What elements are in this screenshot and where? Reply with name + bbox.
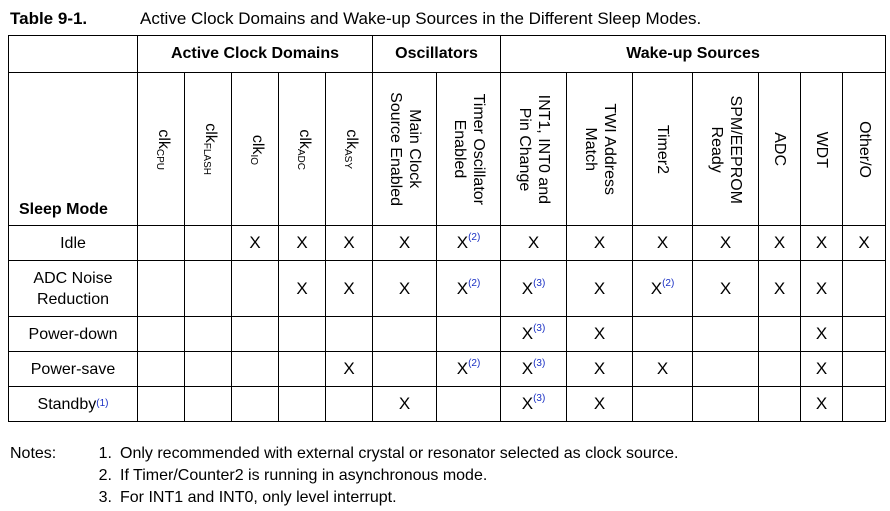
wakeup-column-header [693,73,759,226]
clock-base: clk [154,128,172,149]
clock-column-header [138,73,185,226]
table-head [9,36,886,226]
table-cell [501,387,567,422]
note-item [10,487,678,509]
notes-label [10,465,72,487]
table-cell [567,261,633,317]
clock-column-header [185,73,232,226]
note-item [10,465,678,487]
table-cell [501,261,567,317]
wakeup-header-label: INT1, INT0 and Pin Change [515,94,552,204]
table-cell [437,317,501,352]
group-active-clock-domains: Active Clock Domains [138,36,373,73]
table-cell [138,226,185,261]
table-cell [633,261,693,317]
wakeup-header-label: ADC [771,132,789,166]
active-mark: X [456,359,469,378]
rotated-wrap [279,73,325,225]
wakeup-column-header [501,73,567,226]
table-cell [843,226,886,261]
oscillator-header-label: Main Clock Source Enabled [386,92,423,206]
active-mark: X [521,394,534,413]
active-mark: X [593,359,606,378]
table-row [9,387,886,422]
active-mark: X [456,233,469,252]
table-cell [759,317,801,352]
rotated-wrap [326,73,372,225]
table-cell [843,261,886,317]
table-cell [232,261,279,317]
active-mark: X [398,233,411,252]
table-number: Table 9-1. [10,9,88,28]
sleep-mode-name: ADC Noise Reduction [33,269,113,308]
clock-column-header [326,73,373,226]
table-cell [693,352,759,387]
active-mark: X [656,233,669,252]
active-mark: X [719,233,732,252]
rotated-wrap [759,73,800,225]
table-cell [373,317,437,352]
active-mark: X [593,324,606,343]
note-number: 1. [98,445,112,462]
active-mark: X [593,394,606,413]
active-mark: X [815,359,828,378]
wakeup-column-header [759,73,801,226]
active-mark: X [521,278,534,298]
rotated-wrap [567,73,632,225]
table-row [9,352,886,387]
table-cell [185,317,232,352]
table-cell [185,387,232,422]
table-cell [437,352,501,387]
table-cell [326,352,373,387]
notes-section [10,443,678,509]
notes-label: Notes: [10,445,57,462]
active-mark: X [593,233,606,252]
sleep-modes-table [8,35,886,422]
corner-cell [9,36,138,73]
note-text: For INT1 and INT0, only level interrupt. [120,489,397,506]
sleep-mode-name: Power-down [28,325,118,343]
sleep-mode-cell [9,226,138,261]
clock-sub: FLASH [200,142,212,175]
note-number: 2. [98,467,112,484]
table-cell [437,261,501,317]
wakeup-header-label: SPM/EEPROM Ready [707,94,744,204]
rotated-wrap [693,73,758,225]
clock-header-label [337,129,360,169]
table-cell [801,226,843,261]
table-title: Active Clock Domains and Wake-up Sources in the Different Sleep Modes. [140,9,702,28]
table-cell [759,261,801,317]
table-cell [567,317,633,352]
table-cell [373,226,437,261]
rotated-wrap [843,73,885,225]
wakeup-header-label: TWI Address Match [581,103,618,195]
table-cell [693,317,759,352]
active-mark: X [719,278,732,298]
table-cell [759,387,801,422]
sleep-mode-cell [9,387,138,422]
wakeup-column-header [801,73,843,226]
table-cell [232,226,279,261]
rotated-wrap [501,73,566,225]
table-cell [185,261,232,317]
table-cell [693,387,759,422]
active-mark: X [398,278,411,298]
table-cell [693,261,759,317]
table-cell [843,317,886,352]
rotated-wrap [138,73,184,225]
wakeup-header-label: WDT [813,130,831,168]
table-cell [138,261,185,317]
table-cell [843,352,886,387]
footnote-ref: (2) [468,277,481,289]
active-mark: X [296,278,308,298]
oscillator-header-label: Timer Oscillator Enabled [450,93,487,205]
active-mark: X [815,394,828,413]
wakeup-column-header [567,73,633,226]
table-cell [843,387,886,422]
footnote-ref: (2) [468,232,481,243]
table-row [9,261,886,317]
active-mark: X [815,278,828,298]
table-cell [801,317,843,352]
table-caption [10,8,701,30]
active-mark: X [656,359,669,378]
table-cell [633,387,693,422]
active-mark: X [249,233,261,252]
clock-sub: IO [247,153,259,165]
table-cell [373,352,437,387]
active-mark: X [398,394,411,413]
note-text: Only recommended with external crystal or resonator selected as clock source. [120,445,679,462]
active-mark: X [456,278,469,298]
active-mark: X [650,278,663,298]
notes-label [10,487,72,509]
sleep-mode-name: Idle [60,234,86,252]
wakeup-column-header [633,73,693,226]
footnote-ref: (3) [533,393,546,404]
clock-column-header [232,73,279,226]
clock-header-label [196,123,219,175]
group-header-row [9,36,886,73]
wakeup-header-label: Other/O [855,120,873,178]
table-cell [279,352,326,387]
table-cell [437,226,501,261]
table-cell [633,317,693,352]
table-cell [501,317,567,352]
active-mark: X [815,233,828,252]
clock-sub: CPU [153,148,165,170]
rotated-wrap [801,73,842,225]
clock-base: clk [201,123,219,143]
active-mark: X [521,359,534,378]
table-cell [279,317,326,352]
rotated-wrap [373,73,436,225]
clock-sub: ASY [341,148,353,169]
sleep-mode-header: Sleep Mode [9,73,138,226]
oscillator-column-header [373,73,437,226]
table-cell [801,261,843,317]
sleep-mode-cell [9,352,138,387]
table-cell [801,352,843,387]
rotated-wrap [437,73,500,225]
active-mark: X [858,233,870,252]
table-cell [279,226,326,261]
table-cell [326,226,373,261]
table-cell [567,226,633,261]
table-cell [185,226,232,261]
table-cell [232,387,279,422]
table-cell [279,261,326,317]
active-mark: X [593,278,606,298]
clock-base: clk [342,129,360,149]
table-cell [801,387,843,422]
clock-header-label [149,129,172,170]
oscillator-column-header [437,73,501,226]
rotated-wrap [633,73,692,225]
table-cell [279,387,326,422]
footnote-ref: (3) [533,358,546,369]
table-cell [759,226,801,261]
active-mark: X [815,324,828,343]
table-cell [693,226,759,261]
note-text: If Timer/Counter2 is running in asynchronous mode. [120,467,488,484]
table-cell [759,352,801,387]
table-body [9,226,886,422]
table-cell [633,352,693,387]
active-mark: X [343,233,355,252]
table-row [9,317,886,352]
footnote-ref: (1) [96,397,109,409]
active-mark: X [521,324,534,343]
active-mark: X [773,233,786,252]
note-number: 3. [98,489,112,506]
table-cell [185,352,232,387]
active-mark: X [343,359,355,378]
table-row [9,226,886,261]
clock-column-header [279,73,326,226]
table-cell [138,317,185,352]
footnote-ref: (2) [468,358,481,369]
table-cell [232,317,279,352]
table-cell [326,261,373,317]
footnote-ref: (3) [533,323,546,334]
table-cell [437,387,501,422]
table-cell [326,317,373,352]
active-mark: X [527,233,540,252]
table-cell [373,387,437,422]
table-cell [326,387,373,422]
wakeup-column-header [843,73,886,226]
footnote-ref: (2) [662,277,675,289]
active-mark: X [296,233,308,252]
rotated-wrap [232,73,278,225]
table-cell [232,352,279,387]
sleep-mode-name: Standby [37,395,97,413]
table-cell [633,226,693,261]
clock-base: clk [295,128,313,149]
active-mark: X [773,278,786,298]
group-wakeup-sources: Wake-up Sources [501,36,886,73]
table-cell [138,387,185,422]
wakeup-header-label: Timer2 [654,124,672,174]
active-mark: X [343,278,355,298]
sleep-mode-name: Power-save [30,360,116,378]
footnote-ref: (3) [533,277,546,289]
clock-base: clk [248,133,266,154]
table-cell [567,387,633,422]
table-cell [501,226,567,261]
clock-sub: ADC [294,148,306,170]
table-cell [138,352,185,387]
clock-header-label [243,134,266,164]
group-oscillators: Oscillators [373,36,501,73]
sleep-mode-cell [9,317,138,352]
sleep-mode-cell [9,261,138,317]
rotated-wrap [185,73,231,225]
clock-header-label [290,129,313,170]
column-header-row [9,73,886,226]
table-cell [567,352,633,387]
table-cell [373,261,437,317]
table-cell [501,352,567,387]
note-item [10,443,678,465]
